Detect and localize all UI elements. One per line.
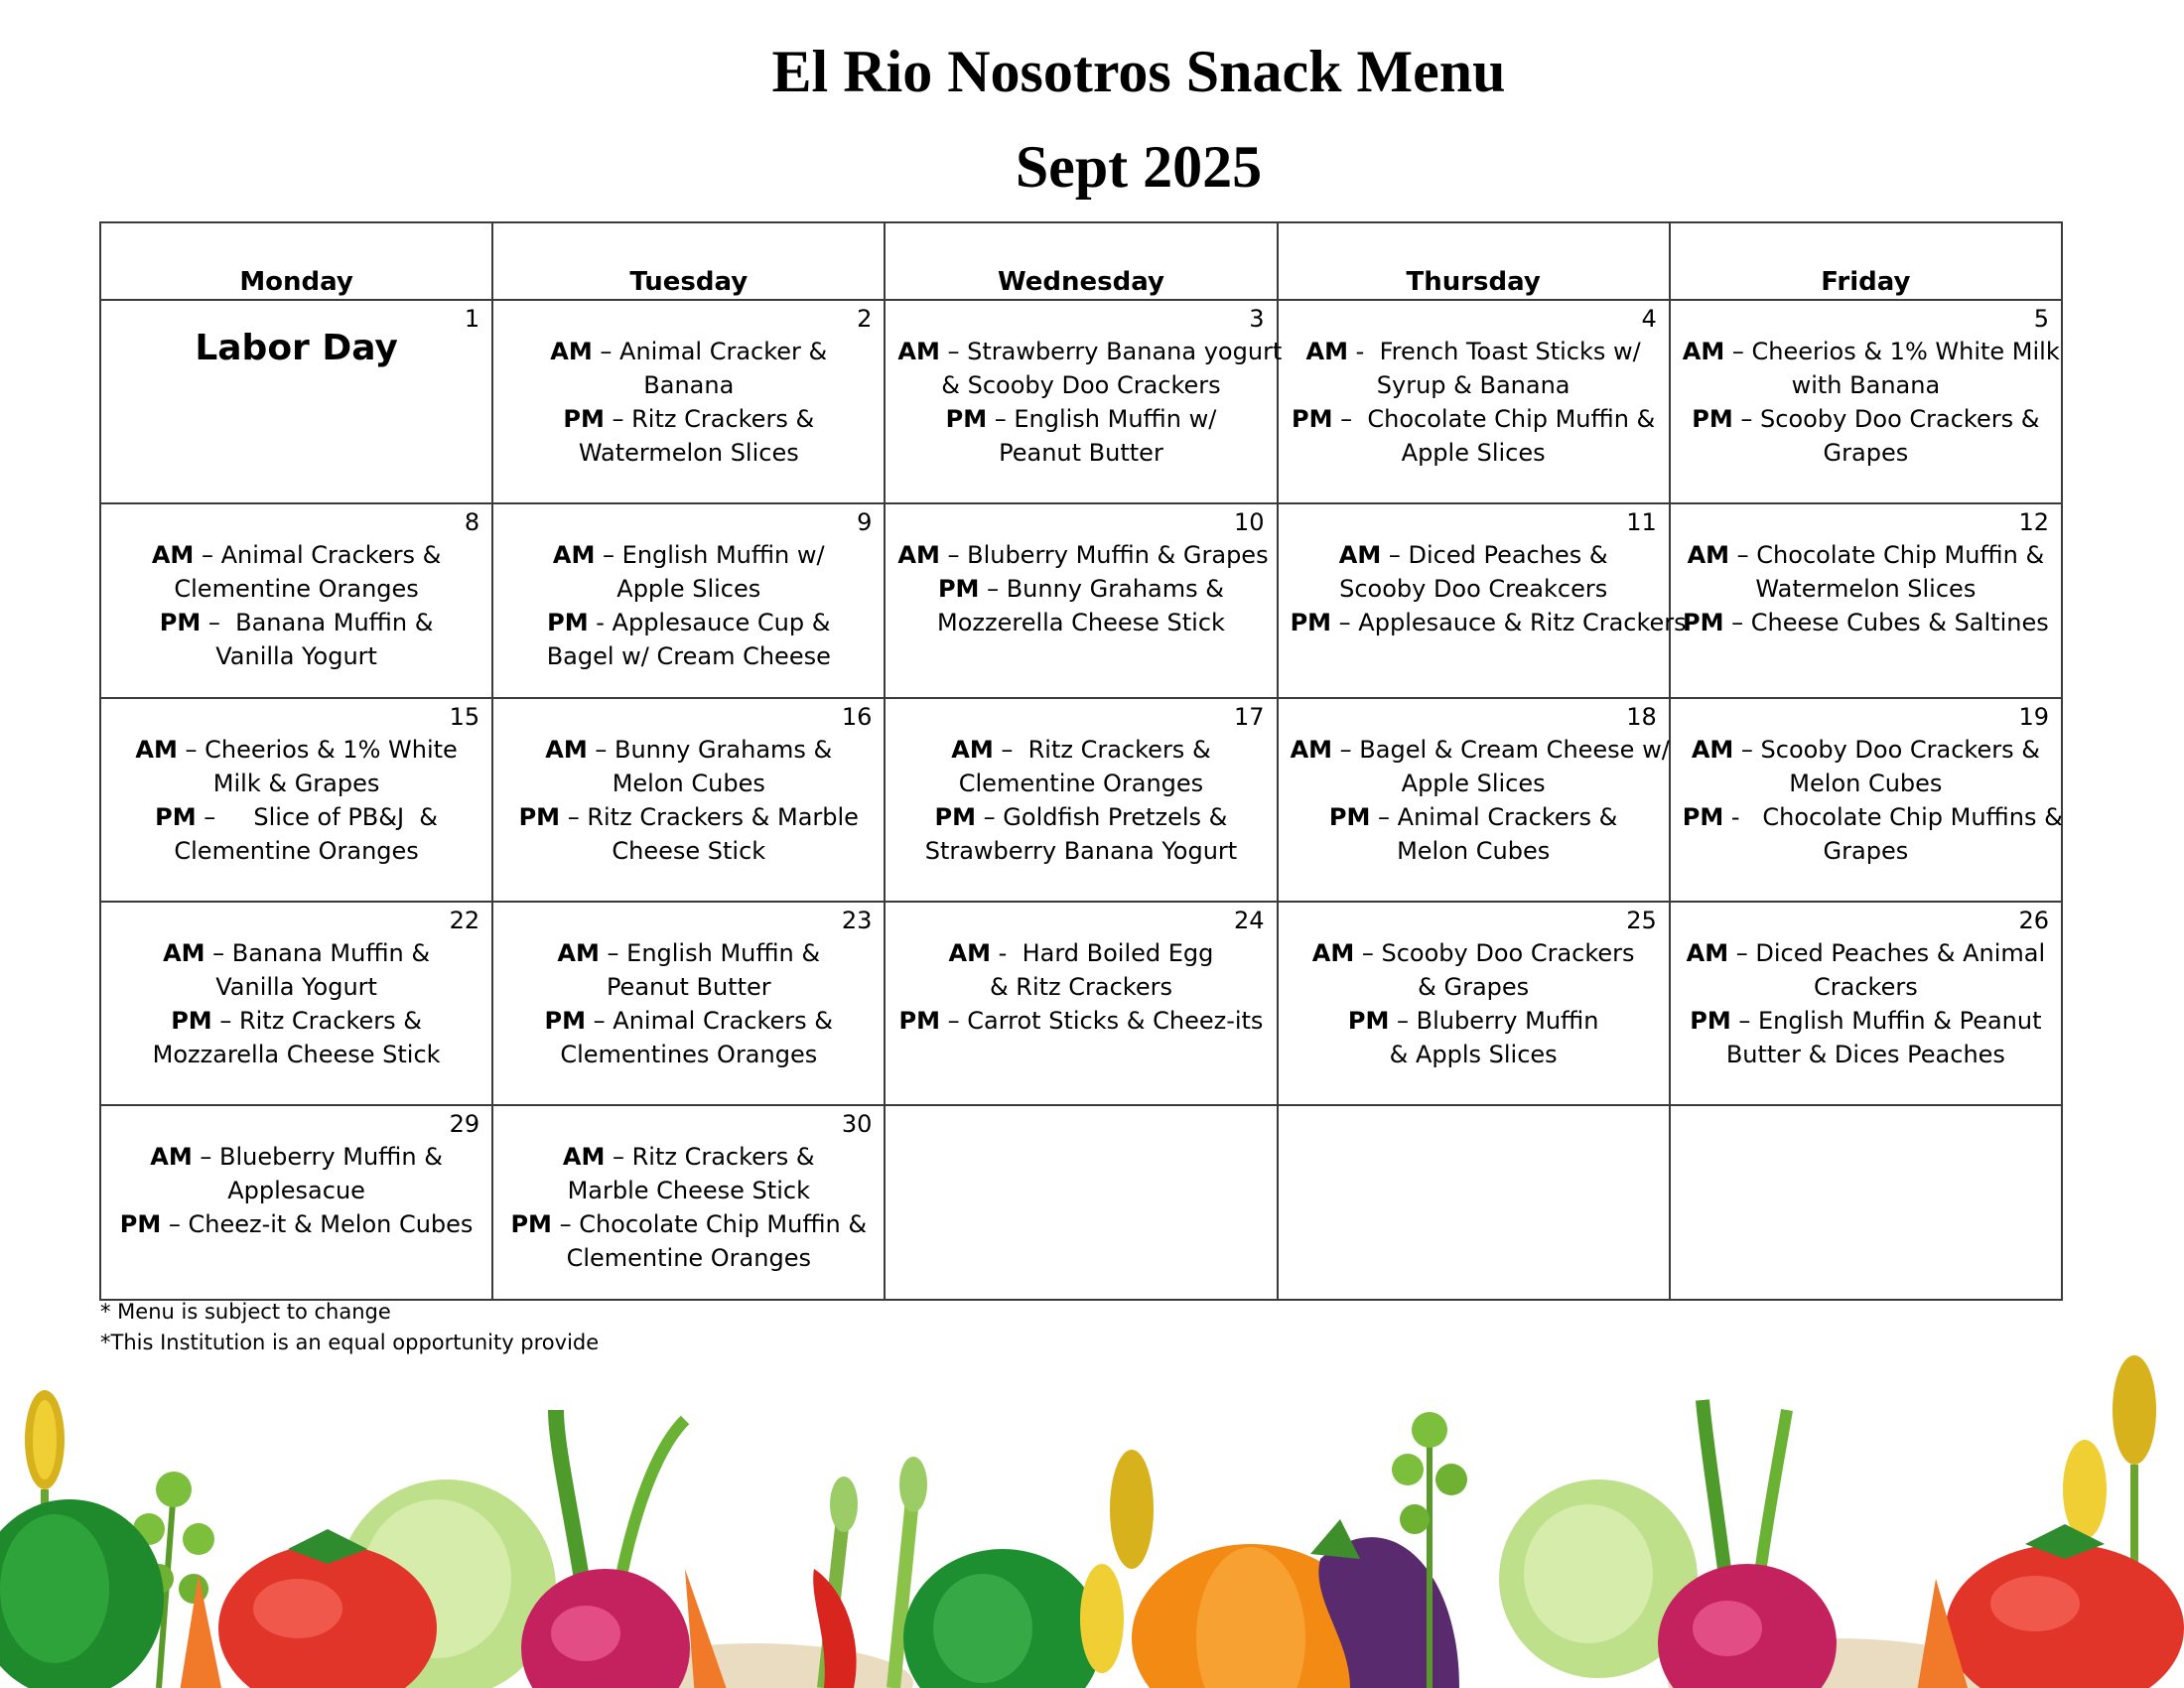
menu-line: [897, 800, 1264, 834]
snack-text: – English Muffin w/: [987, 405, 1217, 433]
menu-line: [1683, 538, 2049, 572]
day-number: 9: [857, 508, 873, 536]
snack-text: Cheese Stick: [612, 837, 766, 865]
menu-line: [113, 970, 479, 1004]
menu-line: [505, 767, 872, 800]
meal-time-label: AM: [1338, 541, 1382, 569]
menu-line: [1683, 436, 2049, 470]
day-cell: [492, 1105, 885, 1300]
meal-time-label: PM: [1292, 405, 1333, 433]
snack-text: Peanut Butter: [999, 439, 1163, 467]
menu-line: [1291, 1004, 1657, 1038]
weekday-header: Monday: [100, 222, 492, 300]
footnote-equal-opportunity: *This Institution is an equal opportunity provide: [100, 1331, 600, 1354]
menu-line: [505, 970, 872, 1004]
snack-text: – English Muffin w/: [595, 541, 825, 569]
menu-line: [1291, 834, 1657, 868]
snack-text: & Scooby Doo Crackers: [941, 371, 1221, 399]
week-row: [100, 1105, 2062, 1300]
menu-line: [1291, 368, 1657, 402]
day-number: 3: [1249, 305, 1265, 333]
meal-time-label: AM: [1305, 338, 1349, 365]
menu-line: [505, 335, 872, 368]
menu-line: [505, 834, 872, 868]
day-number: 12: [2018, 508, 2049, 536]
snack-text: – Cheerios & 1% White Milk: [1724, 338, 2060, 365]
menu-line: [1291, 800, 1657, 834]
day-cell: [100, 1105, 492, 1300]
meal-time-label: PM: [510, 1210, 552, 1238]
menu-line: [505, 572, 872, 606]
meal-time-label: PM: [1692, 405, 1733, 433]
meal-time-label: PM: [1290, 609, 1332, 636]
menu-line: [897, 733, 1264, 767]
menu-line: [897, 970, 1264, 1004]
snack-text: – Slice of PB&J &: [196, 803, 439, 831]
day-number: 26: [2018, 907, 2049, 934]
menu-line: [897, 767, 1264, 800]
snack-text: – Cheez-it & Melon Cubes: [161, 1210, 474, 1238]
snack-text: – Animal Cracker &: [592, 338, 828, 365]
day-number: 29: [449, 1110, 480, 1138]
day-number: [1683, 1108, 2049, 1140]
weekday-header: Wednesday: [885, 222, 1277, 300]
menu-line: [505, 1207, 872, 1241]
day-number: [897, 1108, 1264, 1140]
footnote-menu-change: * Menu is subject to change: [100, 1300, 391, 1324]
snack-text: – Goldfish Pretzels &: [976, 803, 1228, 831]
meal-time-label: AM: [163, 939, 205, 967]
day-cell: [1670, 503, 2062, 698]
day-cell: [885, 698, 1277, 902]
menu-line: [505, 639, 872, 673]
snack-text: – Chocolate Chip Muffin &: [1332, 405, 1656, 433]
week-row: [100, 698, 2062, 902]
snack-text: – Applesauce & Ritz Crackers: [1331, 609, 1687, 636]
snack-text: Strawberry Banana Yogurt: [924, 837, 1238, 865]
meal-time-label: PM: [155, 803, 197, 831]
menu-line: [113, 606, 479, 639]
meal-time-label: AM: [562, 1143, 606, 1171]
menu-line: [505, 1174, 872, 1207]
menu-line: [113, 1038, 479, 1071]
day-number: 24: [1234, 907, 1265, 934]
snack-text: Grapes: [1823, 439, 1909, 467]
snack-text: with Banana: [1791, 371, 1941, 399]
menu-line: [113, 1174, 479, 1207]
snack-text: – Cheese Cubes & Saltines: [1723, 609, 2049, 636]
menu-line: [1291, 970, 1657, 1004]
meal-time-label: PM: [563, 405, 605, 433]
snack-text: – Bluberry Muffin & Grapes: [939, 541, 1269, 569]
week-row: [100, 300, 2062, 503]
day-number: [1291, 1108, 1657, 1140]
snack-text: Syrup & Banana: [1376, 371, 1570, 399]
meal-time-label: PM: [119, 1210, 162, 1238]
snack-text: – Ritz Crackers &: [604, 405, 815, 433]
menu-line: [1291, 335, 1657, 368]
weekday-header-row: [100, 222, 2062, 300]
menu-line: [113, 1207, 479, 1241]
day-cell: [492, 902, 885, 1105]
snack-text: - Chocolate Chip Muffins &: [1723, 803, 2063, 831]
menu-line: [113, 639, 479, 673]
menu-line: [113, 767, 479, 800]
day-cell: [492, 300, 885, 503]
meal-time-label: AM: [550, 338, 593, 365]
snack-text: Clementine Oranges: [566, 1244, 811, 1272]
snack-text: Vanilla Yogurt: [215, 642, 377, 670]
menu-line: [1683, 767, 2049, 800]
day-cell: [1278, 902, 1670, 1105]
snack-text: Vanilla Yogurt: [215, 973, 377, 1001]
snack-text: – Animal Crackers &: [586, 1007, 834, 1035]
day-number: 16: [841, 703, 873, 731]
day-number: 2: [857, 305, 873, 333]
day-cell: [100, 300, 492, 503]
day-cell: [1670, 300, 2062, 503]
day-cell: [1278, 1105, 1670, 1300]
weekday-header: Tuesday: [492, 222, 885, 300]
snack-text: – Carrot Sticks & Cheez-its: [939, 1007, 1264, 1035]
meal-time-label: PM: [159, 609, 202, 636]
day-number: 15: [449, 703, 480, 731]
meal-time-label: PM: [171, 1007, 212, 1035]
meal-time-label: PM: [544, 1007, 587, 1035]
menu-line: [505, 733, 872, 767]
meal-time-label: PM: [898, 1007, 940, 1035]
snack-text: Melon Cubes: [1789, 770, 1943, 797]
menu-line: [1291, 936, 1657, 970]
snack-text: Apple Slices: [1401, 439, 1546, 467]
menu-line: [897, 936, 1264, 970]
menu-line: [113, 800, 479, 834]
snack-text: & Appls Slices: [1389, 1041, 1558, 1068]
menu-line: [1682, 800, 2063, 834]
menu-line: [1290, 606, 1687, 639]
day-cell: [1278, 300, 1670, 503]
snack-text: – English Muffin & Peanut: [1730, 1007, 2042, 1035]
meal-time-label: AM: [1686, 939, 1729, 967]
snack-text: Marble Cheese Stick: [567, 1177, 810, 1204]
snack-text: – Bluberry Muffin: [1389, 1007, 1599, 1035]
menu-line: [897, 368, 1264, 402]
snack-text: – Chocolate Chip Muffin &: [1729, 541, 2045, 569]
menu-line: [113, 572, 479, 606]
menu-line: [1682, 335, 2060, 368]
day-number: 25: [1626, 907, 1657, 934]
snack-text: – Banana Muffin &: [205, 939, 431, 967]
snack-text: – Ritz Crackers &: [605, 1143, 815, 1171]
meal-time-label: AM: [552, 541, 596, 569]
meal-time-label: PM: [1690, 1007, 1731, 1035]
day-number: 4: [1641, 305, 1657, 333]
snack-text: Banana: [643, 371, 735, 399]
menu-line: [113, 936, 479, 970]
day-number: 19: [2018, 703, 2049, 731]
menu-line: [113, 1004, 479, 1038]
meal-time-label: AM: [545, 736, 588, 764]
snack-text: – Blueberry Muffin &: [192, 1143, 443, 1171]
menu-line: [1683, 368, 2049, 402]
meal-time-label: AM: [1682, 338, 1725, 365]
day-cell: [1670, 698, 2062, 902]
menu-line: [1683, 572, 2049, 606]
menu-line: [897, 538, 1269, 572]
meal-time-label: PM: [937, 575, 980, 603]
vegetable-border-illustration: [0, 1340, 2184, 1688]
page-title: El Rio Nosotros Snack Menu: [771, 39, 1506, 104]
meal-time-label: AM: [1691, 736, 1734, 764]
snack-text: Clementine Oranges: [174, 575, 419, 603]
snack-text: Clementine Oranges: [174, 837, 419, 865]
meal-time-label: AM: [151, 541, 195, 569]
snack-text: Melon Cubes: [1397, 837, 1551, 865]
day-number: 11: [1626, 508, 1657, 536]
meal-time-label: PM: [1347, 1007, 1390, 1035]
menu-line: [1291, 402, 1657, 436]
snack-text: Butter & Dices Peaches: [1725, 1041, 2005, 1068]
snack-text: Watermelon Slices: [578, 439, 799, 467]
meal-time-label: AM: [897, 338, 940, 365]
snack-text: Peanut Butter: [606, 973, 771, 1001]
snack-text: – Scooby Doo Crackers &: [1732, 405, 2040, 433]
menu-line: [1291, 572, 1657, 606]
day-cell: [1278, 503, 1687, 698]
menu-line: [897, 572, 1264, 606]
snack-text: – Bunny Grahams &: [587, 736, 833, 764]
menu-line: [505, 1004, 872, 1038]
menu-line: [505, 800, 872, 834]
meal-time-label: AM: [557, 939, 600, 967]
day-cell: [100, 902, 492, 1105]
meal-time-label: PM: [518, 803, 561, 831]
snack-text: & Grapes: [1418, 973, 1530, 1001]
meal-time-label: AM: [951, 736, 994, 764]
snack-text: – Banana Muffin &: [201, 609, 434, 636]
day-number: 5: [2033, 305, 2049, 333]
menu-line: [1291, 538, 1657, 572]
menu-line: [113, 538, 479, 572]
week-row: [100, 902, 2062, 1105]
snack-text: - Hard Boiled Egg: [991, 939, 1214, 967]
snack-text: Crackers: [1814, 973, 1918, 1001]
menu-line: [1683, 733, 2049, 767]
menu-line: [1683, 606, 2049, 639]
day-cell: [885, 300, 1283, 503]
menu-line: [505, 606, 872, 639]
meal-time-label: AM: [897, 541, 940, 569]
day-cell: [1670, 1105, 2062, 1300]
snack-text: – Animal Crackers &: [194, 541, 442, 569]
snack-text: – Diced Peaches &: [1381, 541, 1608, 569]
snack-text: – Animal Crackers &: [1370, 803, 1618, 831]
day-number: 8: [464, 508, 480, 536]
day-number: 18: [1626, 703, 1657, 731]
day-number: 30: [841, 1110, 873, 1138]
menu-line: [1683, 1038, 2049, 1071]
meal-time-label: PM: [945, 405, 988, 433]
menu-line: [505, 1140, 872, 1174]
menu-line: [113, 733, 479, 767]
menu-line: [897, 402, 1264, 436]
snack-text: & Ritz Crackers: [989, 973, 1172, 1001]
day-number: 10: [1234, 508, 1265, 536]
snack-text: Clementines Oranges: [560, 1041, 818, 1068]
snack-text: Applesacue: [227, 1177, 365, 1204]
green-pepper-icon: [903, 1549, 1102, 1688]
menu-line: [505, 538, 872, 572]
meal-time-label: PM: [547, 609, 589, 636]
snack-text: Apple Slices: [1401, 770, 1546, 797]
menu-line: [505, 436, 872, 470]
snack-text: Grapes: [1823, 837, 1909, 865]
day-cell: [1670, 902, 2062, 1105]
menu-line: [113, 834, 479, 868]
menu-line: [897, 335, 1283, 368]
menu-line: [1291, 767, 1657, 800]
snack-text: – English Muffin &: [599, 939, 821, 967]
meal-time-label: PM: [934, 803, 977, 831]
menu-line: [1683, 834, 2049, 868]
holiday-label: Labor Day: [195, 328, 398, 368]
meal-time-label: AM: [1311, 939, 1355, 967]
meal-time-label: AM: [1687, 541, 1730, 569]
calendar-body: [100, 300, 2062, 1300]
meal-time-label: AM: [135, 736, 178, 764]
day-cell: [492, 503, 885, 698]
snack-text: – Ritz Crackers & Marble: [560, 803, 859, 831]
snack-text: – Ritz Crackers &: [993, 736, 1211, 764]
snack-text: Mozzarella Cheese Stick: [152, 1041, 441, 1068]
day-number: 23: [841, 907, 873, 934]
snack-text: – Diced Peaches & Animal: [1728, 939, 2046, 967]
meal-time-label: PM: [1682, 609, 1724, 636]
snack-text: - French Toast Sticks w/: [1348, 338, 1641, 365]
menu-line: [1683, 402, 2049, 436]
snack-text: - Applesauce Cup &: [588, 609, 831, 636]
snack-text: – Scooby Doo Crackers: [1354, 939, 1635, 967]
menu-line: [1291, 436, 1657, 470]
menu-line: [505, 1241, 872, 1275]
menu-line: [505, 402, 872, 436]
menu-line: [1290, 733, 1670, 767]
menu-line: [505, 936, 872, 970]
menu-line: [897, 606, 1264, 639]
menu-line: [897, 834, 1264, 868]
snack-text: Mozzerella Cheese Stick: [937, 609, 1225, 636]
tomato-icon: [1946, 1524, 2184, 1688]
menu-line: [113, 1140, 479, 1174]
snack-text: – Bagel & Cream Cheese w/: [1332, 736, 1670, 764]
weekday-header: Friday: [1670, 222, 2062, 300]
menu-calendar: [99, 221, 2063, 1301]
menu-line: [1683, 970, 2049, 1004]
meal-time-label: AM: [948, 939, 992, 967]
day-cell: [885, 503, 1277, 698]
menu-line: [1683, 1004, 2049, 1038]
page-subtitle: Sept 2025: [1015, 134, 1263, 200]
menu-line: [505, 1038, 872, 1071]
menu-line: [897, 436, 1264, 470]
snack-text: – Strawberry Banana yogurt: [939, 338, 1283, 365]
snack-text: Watermelon Slices: [1755, 575, 1977, 603]
menu-line: [505, 368, 872, 402]
weekday-header: Thursday: [1278, 222, 1670, 300]
snack-text: Bagel w/ Cream Cheese: [546, 642, 831, 670]
snack-text: Scooby Doo Creakcers: [1339, 575, 1608, 603]
meal-time-label: PM: [1328, 803, 1371, 831]
day-cell: [492, 698, 885, 902]
meal-time-label: AM: [1290, 736, 1333, 764]
snack-text: Clementine Oranges: [958, 770, 1204, 797]
day-cell: [100, 698, 492, 902]
snack-text: – Scooby Doo Crackers &: [1733, 736, 2040, 764]
day-cell: [100, 503, 492, 698]
day-cell: [885, 1105, 1277, 1300]
snack-text: – Chocolate Chip Muffin &: [551, 1210, 868, 1238]
snack-text: – Ritz Crackers &: [211, 1007, 422, 1035]
day-number: 1: [464, 305, 480, 333]
day-cell: [1278, 698, 1670, 902]
snack-text: Apple Slices: [616, 575, 761, 603]
menu-line: [897, 1004, 1264, 1038]
menu-line: [1291, 1038, 1657, 1071]
snack-text: – Cheerios & 1% White: [177, 736, 458, 764]
day-number: 17: [1234, 703, 1265, 731]
meal-time-label: PM: [1682, 803, 1724, 831]
day-number: 22: [449, 907, 480, 934]
snack-text: Melon Cubes: [612, 770, 765, 797]
day-cell: [885, 902, 1277, 1105]
snack-text: Milk & Grapes: [212, 770, 380, 797]
meal-time-label: AM: [150, 1143, 193, 1171]
week-row: [100, 503, 2062, 698]
snack-text: – Bunny Grahams &: [979, 575, 1224, 603]
menu-line: [1683, 936, 2049, 970]
